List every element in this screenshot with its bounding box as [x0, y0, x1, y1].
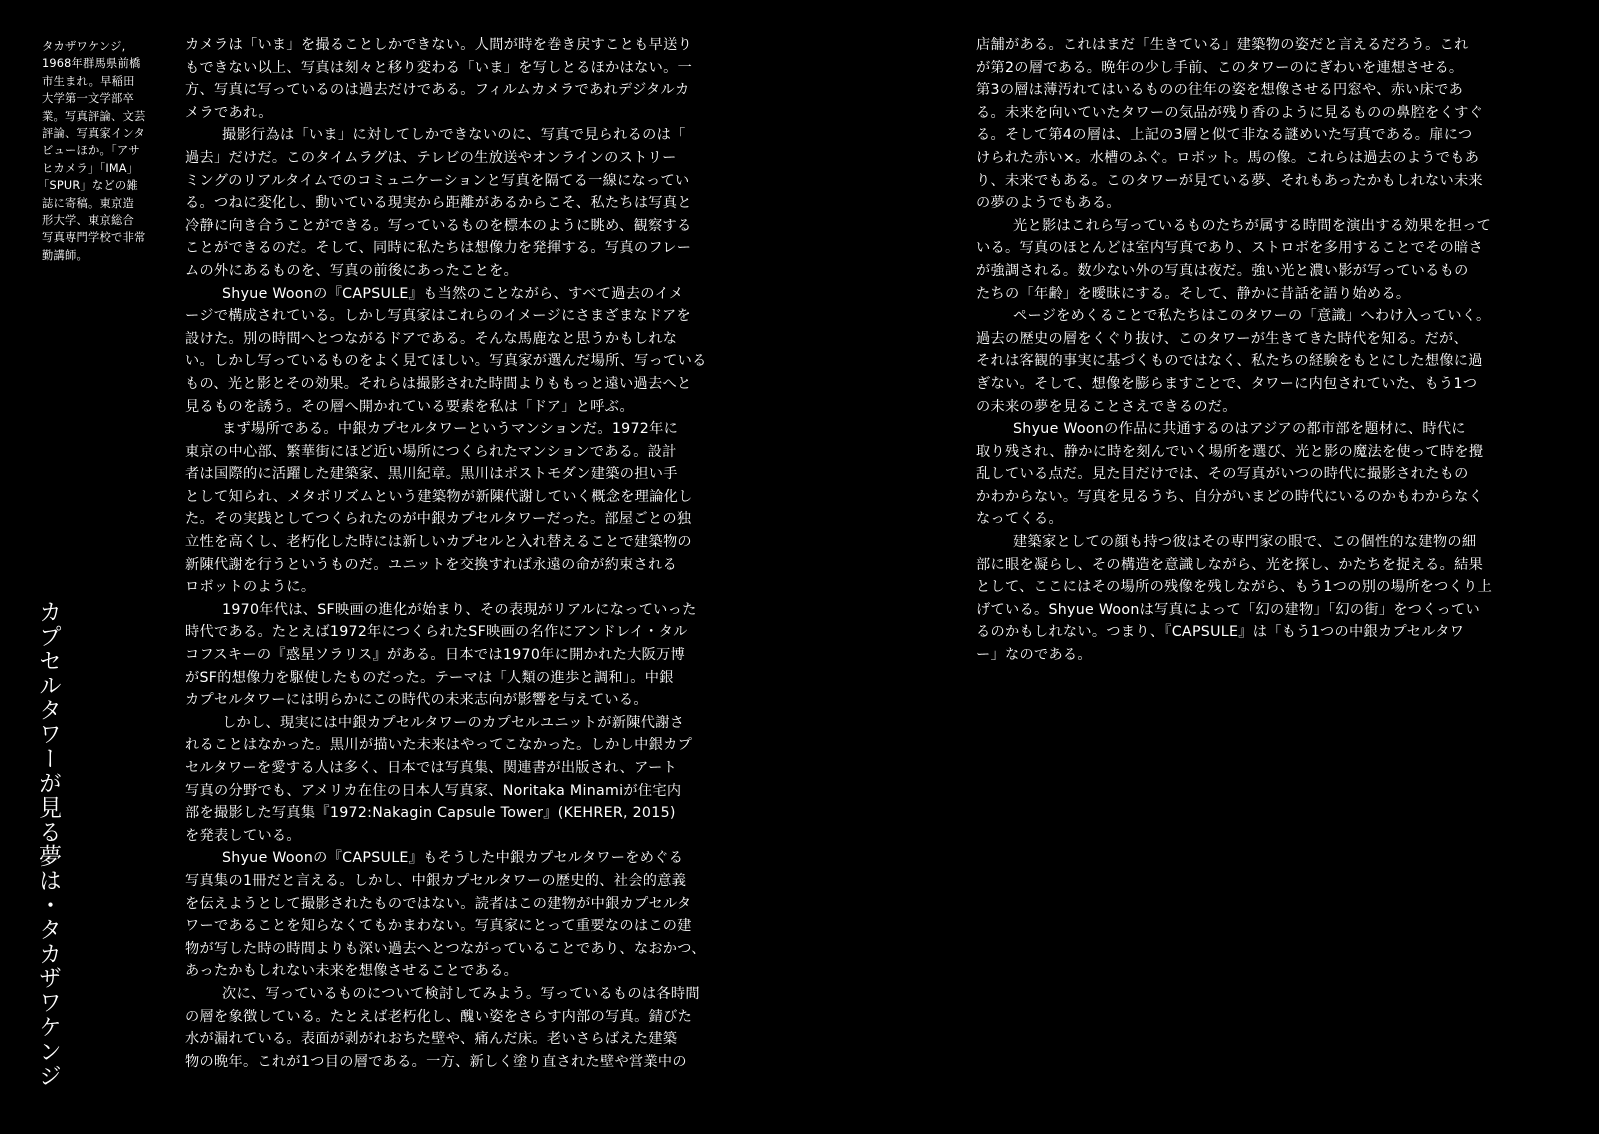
- text-line: 方、写真に写っているのは過去だけである。フィルムカメラであれデジタルカ: [185, 82, 690, 99]
- text-line: まず場所である。中銀カプセルタワーというマンションだ。1972年に: [222, 421, 679, 438]
- text-line: 部を撮影した写真集『1972:Nakagin Capsule Tower』(KEHRER, 2015): [185, 805, 676, 822]
- text-line: 写真集の1冊だと言える。しかし、中銀カプセルタワーの歴史的、社会的意義: [185, 872, 687, 889]
- text-line: 過去」だけだ。このタイムラグは、テレビの生放送やオンラインのストリー: [185, 149, 677, 166]
- text-line: 店舗がある。これはまだ「生きている」建築物の姿だと言えるだろう。これ: [976, 37, 1469, 53]
- author-bio: [38, 38, 163, 264]
- text-line: 乱している点だ。見た目だけでは、その写真がいつの時代に撮影されたもの: [976, 466, 1469, 483]
- text-line: る。未来を向いていたタワーの気品が残り香のように見るものの鼻腔をくすぐ: [976, 104, 1484, 121]
- text-line: の夢のようでもある。: [976, 195, 1121, 212]
- bio-line: 勤講師。: [42, 248, 88, 262]
- text-line: い。しかし写っているものをよく見てほしい。写真家が選んだ場所、写っている: [185, 353, 707, 370]
- text-line: それは客観的事実に基づくものではなく、私たちの経験をもとにした想像に過: [976, 353, 1483, 370]
- text-line: 新陳代謝を行うというものだ。ユニットを交換すれば永遠の命が約束される: [185, 556, 678, 573]
- text-line: が第2の層である。晩年の少し手前、このタワーのにぎわいを連想させる。: [976, 59, 1464, 76]
- text-line: 立性を高くし、老朽化した時には新しいカプセルと入れ替えることで建築物の: [185, 534, 692, 551]
- text-line: いる。写真のほとんどは室内写真であり、ストロボを多用することでその暗さ: [976, 240, 1484, 257]
- text-line: を伝えようとして撮影されたものではない。読者はこの建物が中銀カプセルタ: [185, 895, 692, 912]
- bio-line: 評論、写真家インタ: [42, 127, 146, 141]
- text-line: あったかもしれない未来を想像させることである。: [185, 963, 519, 980]
- text-line: 部に眼を凝らし、その構造を意識しながら、光を探し、かたちを捉える。結果: [976, 556, 1484, 573]
- text-line: ムの外にあるものを、写真の前後にあったことを。: [185, 262, 519, 279]
- bio-line: 誌に寄稿。東京造: [42, 196, 134, 210]
- bio-line: 大学第一文学部卒: [42, 92, 134, 106]
- text-line: ロボットのように。: [185, 579, 316, 596]
- text-line: 時代である。たとえば1972年につくられたSF映画の名作にアンドレイ・タル: [185, 624, 688, 641]
- text-line: 冷静に向き合うことができる。写っているものを標本のように眺め、観察する: [185, 217, 692, 234]
- text-line: かわからない。写真を見るうち、自分がいまどの時代にいるのかもわからなく: [976, 488, 1484, 505]
- text-line: 見るものを誘う。その層へ開かれている要素を私は「ドア」と呼ぶ。: [185, 398, 634, 415]
- text-line: ことができるのだ。そして、同時に私たちは想像力を発揮する。写真のフレー: [185, 240, 692, 257]
- text-line: の層を象徴している。たとえば老朽化し、醜い姿をさらす内部の写真。錆びた: [185, 1008, 693, 1025]
- text-line: Shyue Woonの『CAPSULE』も当然のことながら、すべて過去のイメ: [222, 285, 684, 302]
- text-line: カメラは「いま」を撮ることしかできない。人間が時を巻き戻すことも早送り: [185, 37, 693, 53]
- text-line: もの、光と影とその効果。それらは撮影された時間よりももっと遠い過去へと: [185, 375, 692, 392]
- text-line: として知られ、メタボリズムという建築物が新陳代謝していく概念を理論化し: [185, 488, 693, 505]
- text-line: を発表している。: [185, 827, 301, 844]
- right-text-column: [976, 34, 1561, 667]
- text-line: げている。Shyue Woonは写真によって「幻の建物」「幻の街」をつくってい: [976, 601, 1480, 618]
- text-line: セルタワーを愛する人は多く、日本では写真集、関連書が出版され、アート: [185, 760, 678, 776]
- text-line: るのかもしれない。つまり、『CAPSULE』は「もう1つの中銀カプセルタワ: [976, 624, 1465, 641]
- text-line: ページをめくることで私たちはこのタワーの「意識」へわけ入っていく。: [1013, 308, 1491, 325]
- text-line: れることはなかった。黒川が描いた未来はやってこなかった。しかし中銀カプ: [185, 737, 693, 754]
- text-line: しかし、現実には中銀カプセルタワーのカプセルユニットが新陳代謝さ: [222, 714, 685, 731]
- text-line: ージで構成されている。しかし写真家はこれらのイメージにさまざまなドアを: [185, 308, 691, 325]
- text-line: カプセルタワーには明らかにこの時代の未来志向が影響を与えている。: [185, 692, 648, 709]
- text-line: 1970年代は、SF映画の進化が始まり、その表現がリアルになっていった: [222, 601, 697, 618]
- text-line: として、ここにはその場所の残像を残しながら、もう1つの別の場所をつくり上: [976, 579, 1493, 596]
- text-line: 写真の分野でも、アメリカ在住の日本人写真家、Noritaka Minamiが住宅内: [185, 782, 682, 799]
- text-line: たちの「年齢」を曖昧にする。そして、静かに昔話を語り始める。: [976, 285, 1411, 302]
- text-line: Shyue Woonの『CAPSULE』もそうした中銀カプセルタワーをめぐる: [222, 850, 684, 867]
- text-line: 過去の歴史の層をくぐり抜け、このタワーが生きてきた時代を知る。だが、: [976, 330, 1469, 347]
- text-line: 設けた。別の時間へとつながるドアである。そんな馬鹿なと思うかもしれな: [185, 330, 678, 347]
- text-line: 撮影行為は「いま」に対してしかできないのに、写真で見られるのは「: [222, 127, 686, 144]
- text-line: た。その実践としてつくられたのが中銀カプセルタワーだった。部屋ごとの独: [185, 511, 692, 528]
- article-title: カプセルタワーが見る夢は・タカザワケンジ: [35, 600, 61, 1088]
- text-line: メラであれ。: [185, 104, 273, 121]
- left-text-column: [185, 34, 745, 1073]
- bio-line: 形大学、東京総合: [42, 214, 134, 228]
- text-line: 建築家としての顔も持つ彼はその専門家の眼で、この個性的な建物の細: [1013, 534, 1477, 551]
- bio-line: 市生まれ。早稲田: [42, 74, 135, 88]
- text-line: 取り残され、静かに時を刻んでいく場所を選び、光と影の魔法を使って時を攪: [976, 443, 1484, 460]
- text-line: 東京の中心部、繁華街にほど近い場所につくられたマンションである。設計: [185, 443, 677, 460]
- text-line: が強調される。数少ない外の写真は夜だ。強い光と濃い影が写っているもの: [976, 262, 1469, 279]
- bio-line: 1968年群馬県前橋: [42, 57, 141, 71]
- text-line: ぎない。そして、想像を膨らますことで、タワーに内包されていた、もう1つ: [976, 375, 1478, 392]
- bio-line: ビューほか。「アサ: [42, 144, 140, 158]
- text-line: 物の晩年。これが1つ目の層である。一方、新しく塗り直された壁や営業中の: [185, 1053, 687, 1070]
- text-line: 水が漏れている。表面が剥がれおちた壁や、痛んだ床。老いさらばえた建築: [185, 1031, 678, 1048]
- bio-line: タカザワケンジ,: [42, 40, 126, 53]
- text-line: の未来の夢を見ることさえできるのだ。: [976, 398, 1237, 415]
- text-line: ワーであることを知らなくてもかまわない。写真家にとって重要なのはこの建: [185, 918, 692, 935]
- bio-line: 写真専門学校で非常: [42, 231, 146, 245]
- text-line: る。つねに変化し、動いている現実から距離があるからこそ、私たちは写真と: [185, 195, 692, 212]
- text-line: 第3の層は薄汚れてはいるものの往年の姿を想像させる円窓や、赤い床であ: [976, 82, 1464, 99]
- text-line: ミングのリアルタイムでのコミュニケーションと写真を隔てる一線になってい: [185, 172, 690, 189]
- text-line: なってくる。: [976, 511, 1063, 528]
- text-line: 物が写した時の時間よりも深い過去へとつながっていることであり、なおかつ、: [185, 940, 706, 957]
- text-line: り、未来でもある。このタワーが見ている夢、それもあったかもしれない未来: [976, 172, 1483, 189]
- text-line: 者は国際的に活躍した建築家、黒川紀章。黒川はポストモダン建築の担い手: [185, 466, 678, 483]
- text-line: Shyue Woonの作品に共通するのはアジアの都市部を題材に、時代に: [1013, 421, 1466, 438]
- text-line: 光と影はこれら写っているものたちが属する時間を演出する効果を担って: [1013, 217, 1492, 234]
- text-line: がSF的想像力を駆使したものだった。テーマは「人類の進歩と調和」。中銀: [185, 669, 674, 686]
- text-line: る。そして第4の層は、上記の3層と似て非なる謎めいた写真である。扉につ: [976, 127, 1473, 144]
- text-line: 次に、写っているものについて検討してみよう。写っているものは各時間: [222, 985, 700, 1002]
- text-line: コフスキーの『惑星ソラリス』がある。日本では1970年に開かれた大阪万博: [185, 647, 686, 664]
- bio-line: 業。写真評論、文芸: [42, 109, 146, 123]
- text-line: もできない以上、写真は刻々と移り変わる「いま」を写しとるほかはない。一: [185, 59, 693, 76]
- bio-line: 「SPUR」などの雑: [38, 179, 138, 193]
- text-line: ー」なのである。: [976, 647, 1092, 664]
- bio-line: ヒカメラ」「IMA」: [42, 161, 139, 175]
- text-line: けられた赤い×。水槽のふぐ。ロボット。馬の像。これらは過去のようでもあ: [976, 149, 1480, 166]
